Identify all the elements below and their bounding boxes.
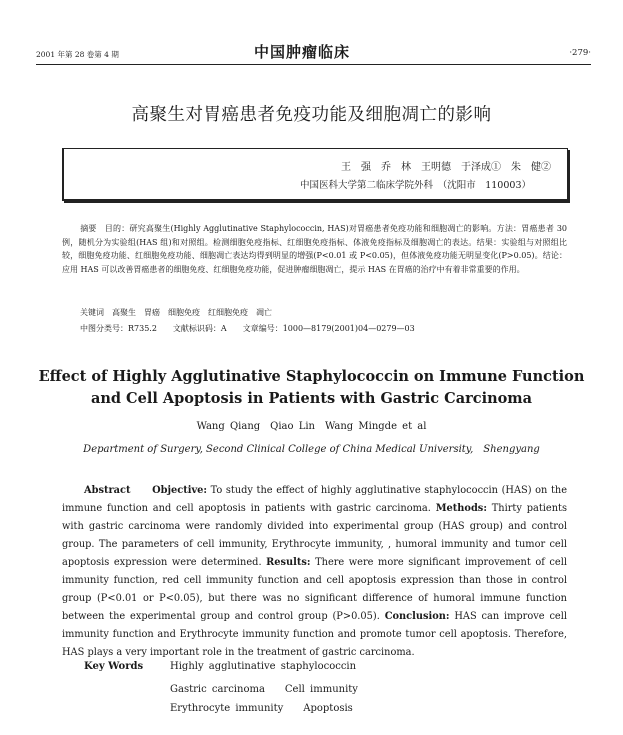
english-abstract (62, 482, 567, 662)
methods-text: Thirty patients with gastric carcinoma were randomly divided into experimental group (HAS group) and control group. The parameters of cell immunity, Erythrocyte immunity, , humoral immunity and tumor cell apoptosis expression were determined. (62, 503, 567, 568)
chinese-abstract (62, 222, 567, 276)
chinese-abstract-text: 摘要 目的：研究高聚生(Highly Agglutinative Staphylococcin, HAS)对胃癌患者免疫功能和细胞凋亡的影响。方法：胃癌患者 30 例，随机分为实验组(HAS 组)和对照组。检测细胞免疫指标、红细胞免疫指标、体液免疫指标及细胞凋亡的表达。结果：实验组与对照组比较，细胞免疫功能、红细胞免疫功能、细胞凋亡表达均得到明显的增强(P<0.01 或 P<0.05)，但体液免疫功能无明显变化(P>0.05)。结论：应用 HAS 可以改善胃癌患者的细胞免疫、红细胞免疫功能，促进肿瘤细胞凋亡，提示 HAS 在胃癌的治疗中有着非常重要的作用。 (62, 224, 567, 274)
author-box (62, 148, 568, 201)
chinese-authors: 王 强 乔 林 王明德 于泽成① 朱 健② (341, 162, 551, 173)
conclusion-text: HAS can improve cell immunity function and Erythrocyte immunity function and promote tumor cell apoptosis. Therefore, HAS plays a very important role in the treatment of gastric carcinoma. (62, 611, 568, 658)
keywords-line-2: Gastric carcinoma Cell immunity (170, 684, 358, 695)
results-label: Results: (266, 557, 311, 568)
objective-text: To study the effect of highly agglutinative staphylococcin (HAS) on the immune function and cell apoptosis in patients with gastric carcinoma. (62, 485, 568, 514)
chinese-title: 高聚生对胃癌患者免疫功能及细胞凋亡的影响 (131, 105, 492, 125)
header-rule (36, 64, 591, 65)
classification-line: 中图分类号：R735.2 文献标识码：A 文章编号：1000—8179(2001)04—0279—03 (80, 324, 415, 333)
objective-label: Objective: (152, 485, 208, 496)
english-authors: Wang Qiang Qiao Lin Wang Mingde et al (196, 421, 427, 432)
results-text: There were more significant improvement of cell immunity function, red cell immunity function and cell apoptosis expression than those in control group (P<0.01 or P<0.05), but there was no significant difference of humoral immune function between the experimental group and control group (P>0.05). (62, 557, 567, 622)
keywords-label: Key Words (84, 661, 144, 672)
keywords-line-3: Erythrocyte immunity Apoptosis (170, 703, 353, 714)
abstract-label: Abstract (84, 485, 131, 496)
chinese-keywords: 关键词 高聚生 胃癌 细胞免疫 红细胞免疫 凋亡 (80, 308, 272, 317)
issue-info: 2001 年第 28 卷第 4 期 (36, 50, 119, 59)
page-number: ·279· (569, 48, 591, 58)
conclusion-label: Conclusion: (384, 611, 450, 622)
english-title-line-1: Effect of Highly Agglutinative Staphylococcin on Immune Function (38, 368, 585, 385)
english-title (0, 366, 623, 410)
methods-label: Methods: (435, 503, 487, 514)
journal-name: 中国肿瘤临床 (254, 43, 351, 61)
english-affiliation: Department of Surgery, Second Clinical College of China Medical University, Shengyang (83, 444, 540, 455)
keywords-line-1: Highly agglutinative staphylococcin (170, 661, 357, 672)
english-title-line-2: and Cell Apoptosis in Patients with Gastric Carcinoma (90, 390, 533, 407)
chinese-affiliation: 中国医科大学第二临床学院外科 （沈阳市 110003） (299, 180, 531, 191)
